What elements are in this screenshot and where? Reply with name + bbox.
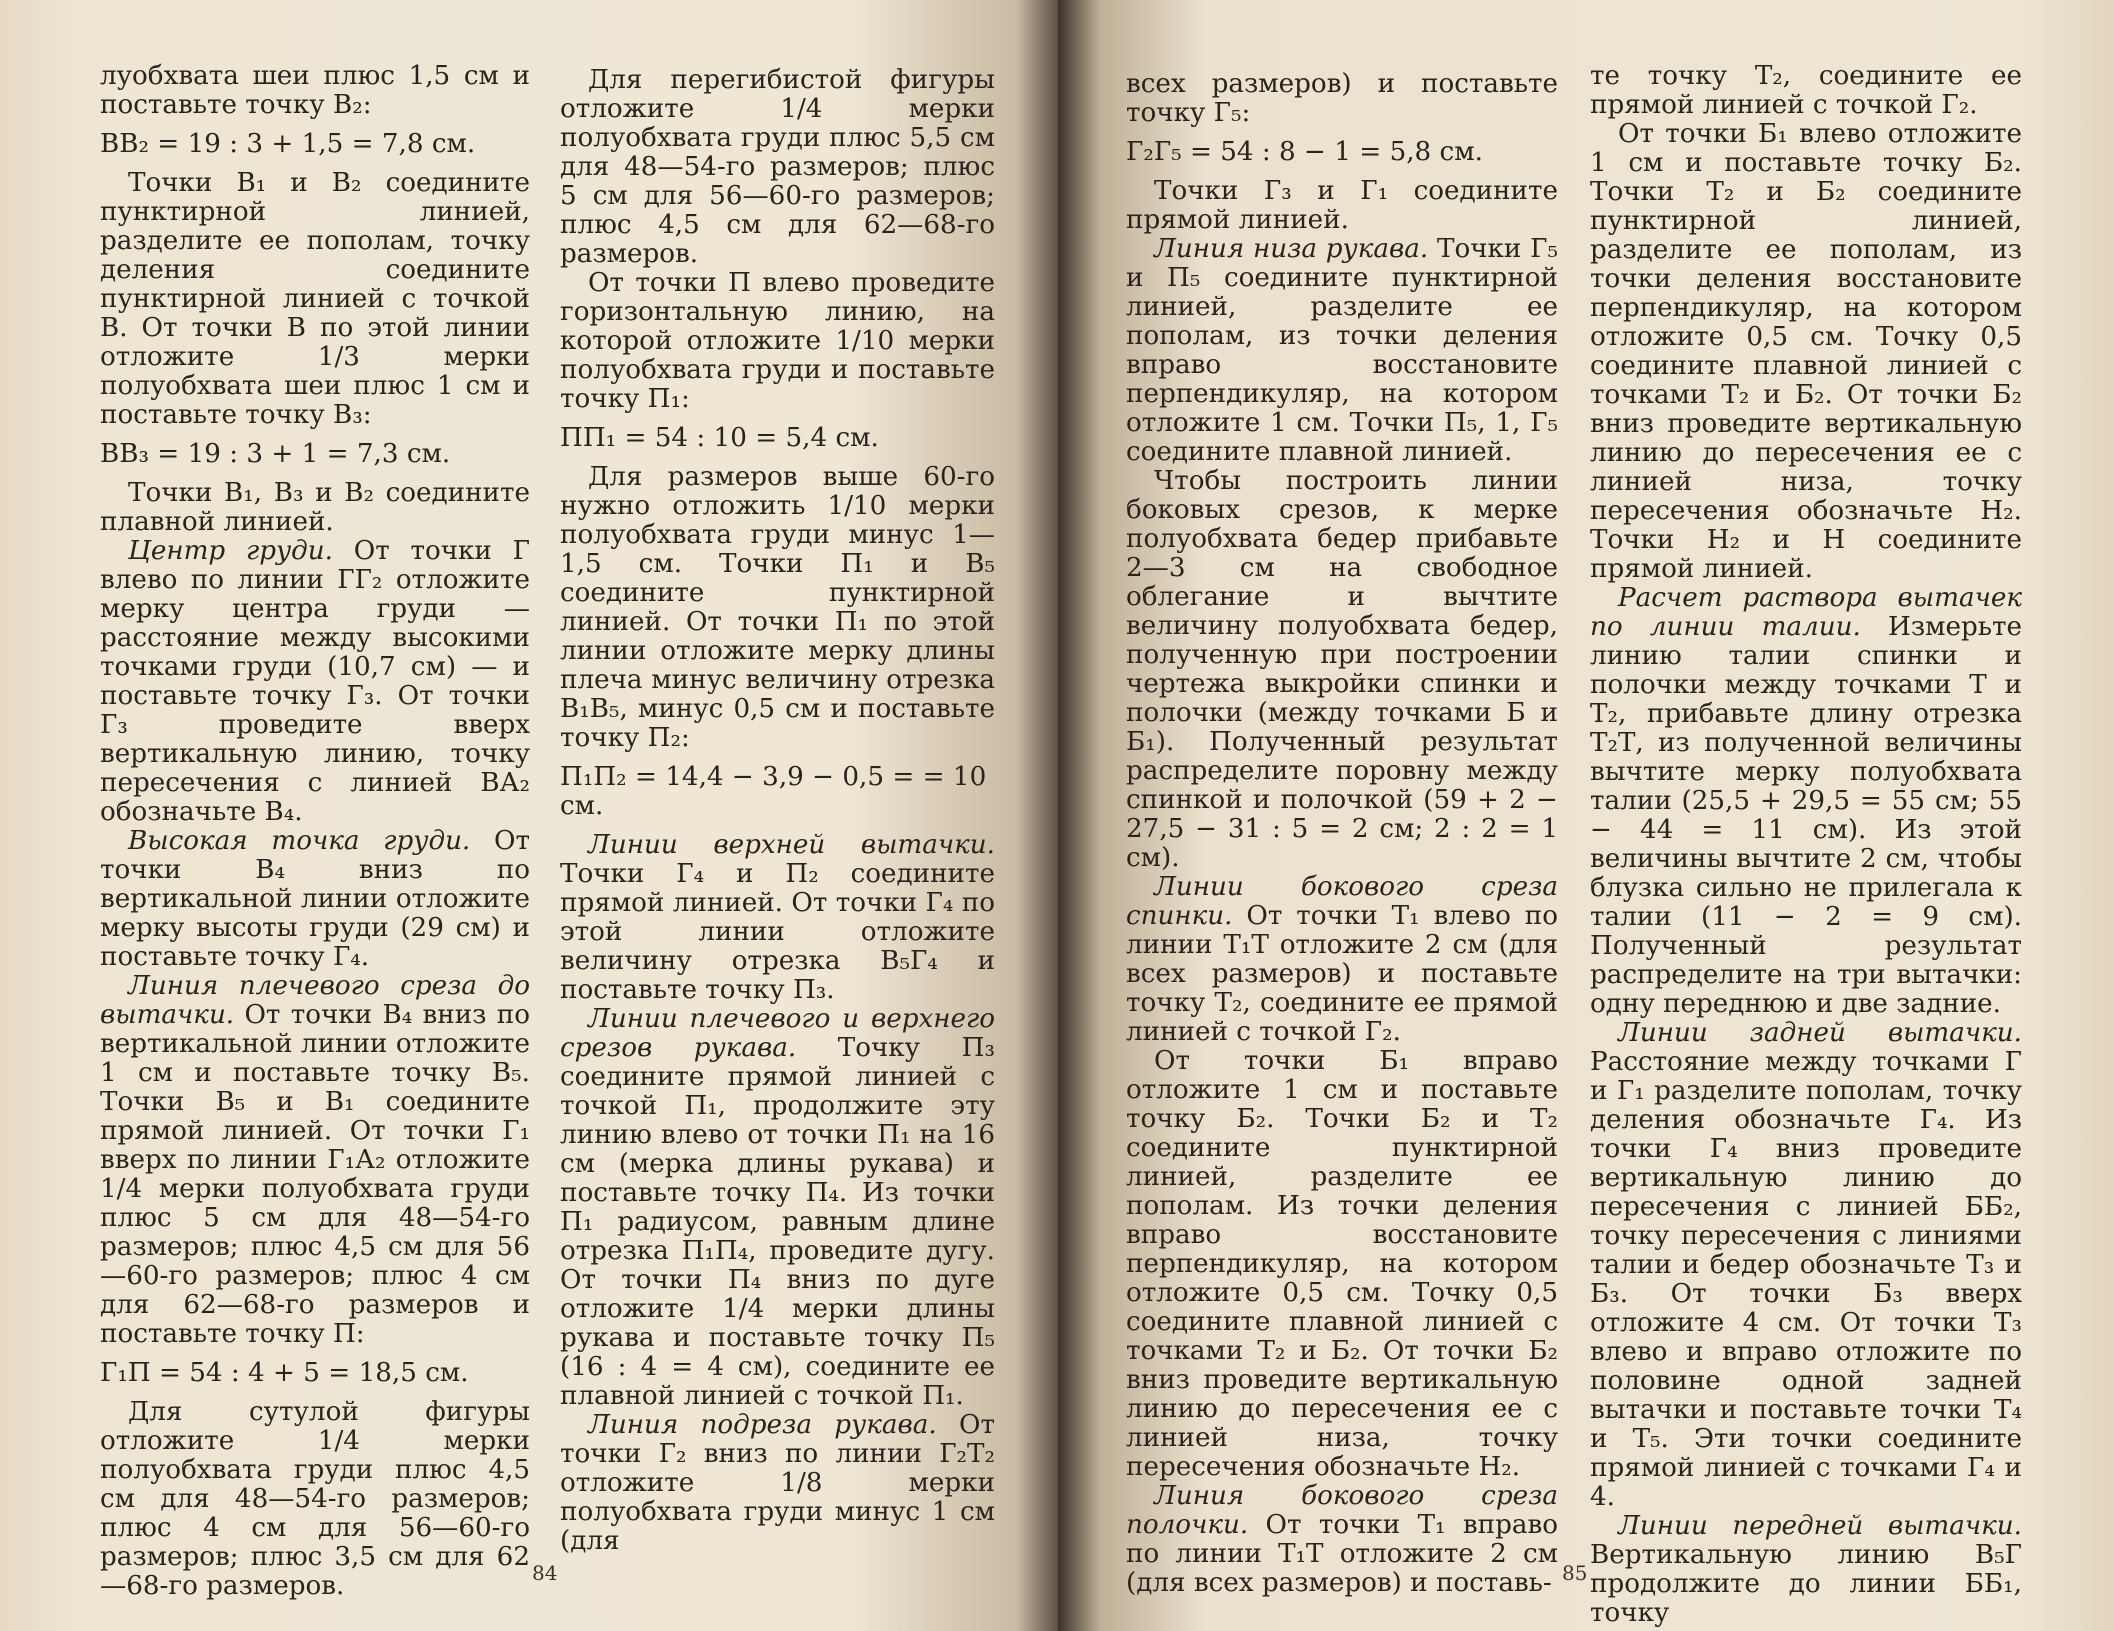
paragraph-text: От точки Г₂ вниз по линии Г₂Т₂ отложите 1/8 мерки полуобхвата груди минус 1 см (для [560, 1410, 996, 1556]
paragraph [1126, 1482, 1558, 1598]
paragraph-text: От точки Т₁ вправо по линии Т₁Т отложите 2 см (для всех размеров) и поставь- [1126, 1510, 1558, 1598]
paragraph: От точки П влево проведите горизонтальную линию, на которой отложите 1/10 мерки полуобхвата груди и поставьте точку П₁: [560, 268, 995, 414]
paragraph: Точки Г₃ и Г₁ соедините прямой линией. [1126, 176, 1558, 235]
paragraph-text: От точки В₄ вниз по вертикальной линии отложите мерку высоты груди (29 см) и поставьте точку Г₄. [100, 826, 530, 972]
paragraph [1126, 873, 1558, 1047]
formula: Г₂Г₅ = 54 : 8 − 1 = 5,8 см. [1126, 137, 1483, 167]
section-heading: Линия низа рукава. [1154, 234, 1429, 264]
right-column-1 [1126, 70, 1558, 1598]
formula: ПП₁ = 54 : 10 = 5,4 см. [560, 423, 879, 453]
paragraph: От точки Б₁ влево отложите 1 см и поставьте точку Б₂. Точки Т₂ и Б₂ соедините пунктирной линией, разделите ее пополам, из точки деления восстановите перпендикуляр, на котором отложите 0,5 см. Точку 0,5 соедините плавной линией с точками Т₂ и Б₂. От точки Б₂ вниз проведите вертикальную линию до пересечения ее с линией низа, точку пересечения обозначьте Н₂. Точки Н₂ и Н соедините прямой линией. [1590, 119, 2022, 584]
paragraph-text: Вертикальную линию В₅Г продолжите до линии ББ₁, точку [1590, 1540, 2022, 1628]
formula: Г₁П = 54 : 4 + 5 = 18,5 см. [100, 1358, 469, 1388]
section-heading: Линии верхней вытачки. [588, 830, 995, 860]
paragraph [560, 1411, 995, 1556]
paragraph-text: Точку П₃ соедините прямой линией с точкой П₁, продолжите эту линию влево от точки П₁ на 16 см (мерка длины рукава) и поставьте точку П₄. Из точки П₁ радиусом, равным длине отрезка П₁П₄, проведите дугу. От точки П₄ вниз по дуге отложите 1/4 мерки длины рукава и поставьте точку П₅ (16 : 4 = 4 см), соедините ее плавной линией с точкой П₁. [560, 1033, 995, 1411]
paragraph: Точки В₁ и В₂ соедините пунктирной линией, разделите ее пополам, точку деления соедините пунктирной линией с точкой В. От точки В по этой линии отложите 1/3 мерки полуобхвата шеи плюс 1 см и поставьте точку В₃: [100, 168, 530, 430]
paragraph-text: Расстояние между точками Г и Г₁ разделите пополам, точку деления обозначьте Г₄. Из точки Г₄ вниз проведите вертикальную линию до пересечения с линией ББ₂, точку пересечения с линиями талии и бедер обозначьте Т₃ и Б₃. От точки Б₃ вверх отложите 4 см. От точки Т₃ влево и вправо отложите по половине одной задней вытачки и поставьте точки Т₄ и Т₅. Эти точки соедините прямой линией с точками Г₄ и 4. [1590, 1047, 2022, 1512]
paragraph-text: От точки В₄ вниз по вертикальной линии отложите 1 см и поставьте точку В₅. Точки В₅ и В₁ соедините прямой линией. От точки Г₁ вверх по линии Г₁А₂ отложите 1/4 мерки полуобхвата груди плюс 5 см для 48—54-го размеров; плюс 4,5 см для 56—60-го размеров; плюс 4 см для 62—68-го размеров и поставьте точку П: [100, 1000, 530, 1349]
section-heading: Линии задней вытачки. [1618, 1018, 2022, 1048]
paragraph-text: От точки Т₁ влево по линии Т₁Т отложите 2 см (для всех размеров) и поставьте точку Т₂, соедините ее прямой линией с точкой Г₂. [1126, 901, 1558, 1047]
paragraph [1590, 1019, 2022, 1512]
formula: П₁П₂ = 14,4 − 3,9 − 0,5 = = 10 см. [560, 762, 987, 821]
left-column-2 [560, 66, 995, 1556]
formula: ВВ₃ = 19 : 3 + 1 = 7,3 см. [100, 439, 451, 469]
page-number-right: 85 [1562, 1561, 1588, 1585]
paragraph [100, 537, 530, 827]
left-column-1 [100, 62, 530, 1601]
paragraph [100, 972, 530, 1349]
section-heading: Линия плечевого среза до вытачки. [100, 971, 530, 1030]
section-heading: Высокая точка груди. [128, 826, 471, 856]
paragraph: От точки Б₁ вправо отложите 1 см и поставьте точку Б₂. Точки Б₂ и Т₂ соедините пунктирной линией, разделите ее пополам. Из точки деления вправо восстановите перпендикуляр, на котором отложите 0,5 см. Точку 0,5 соедините плавной линией с точками Т₂ и Б₂. От точки Б₂ вниз проведите вертикальную линию до пересечения ее с линией низа, точку пересечения обозначьте Н₂. [1126, 1046, 1558, 1482]
paragraph-text: От точки Г влево по линии ГГ₂ отложите мерку центра груди — расстояние между высокими точками груди (10,7 см) — и поставьте точку Г₃. От точки Г₃ проведите вверх вертикальную линию, точку пересечения с линией ВА₂ обозначьте В₄. [100, 536, 530, 827]
paragraph [560, 831, 995, 1005]
paragraph: Для размеров выше 60-го нужно отложить 1/10 мерки полуобхвата груди минус 1—1,5 см. Точки П₁ и В₅ соедините пунктирной линией. От точки П₁ по этой линии отложите мерку длины плеча минус величину отрезка В₁В₅, минус 0,5 см и поставьте точку П₂: [560, 462, 995, 753]
paragraph [1126, 235, 1558, 467]
paragraph-text: Измерьте линию талии спинки и полочки между точками Т и Т₂, прибавьте длину отрезка Т₂Т, из полученной величины вычтите мерку полуобхвата талии (25,5 + 29,5 = 55 см; 55 − 44 = 11 см). Из этой величины вычтите 2 см, чтобы блузка сильно не прилегала к талии (11 − 2 = 9 см). Полученный результат распределите на три вытачки: одну переднюю и две задние. [1590, 612, 2022, 1019]
section-heading: Расчет раствора вытачек по линии талии. [1590, 583, 2022, 642]
paragraph [1590, 1512, 2022, 1628]
section-heading: Центр груди. [128, 536, 333, 566]
page-number-left: 84 [532, 1561, 558, 1585]
section-heading: Линии бокового среза спинки. [1126, 872, 1558, 931]
paragraph [560, 1005, 995, 1411]
paragraph: те точку Т₂, соедините ее прямой линией с точкой Г₂. [1590, 61, 2022, 120]
paragraph: Чтобы построить линии боковых срезов, к мерке полуобхвата бедер прибавьте 2—3 см на свободное облегание и вычтите величину полуобхвата бедер, полученную при построении чертежа выкройки спинки и полочки (между точками Б и Б₁). Полученный результат распределите поровну между спинкой и полочкой (59 + 2 − 27,5 − 31 : 5 = 2 см; 2 : 2 = 1 см). [1126, 466, 1558, 873]
right-column-2 [1590, 62, 2022, 1628]
formula: ВВ₂ = 19 : 3 + 1,5 = 7,8 см. [100, 129, 476, 159]
section-heading: Линия подреза рукава. [588, 1410, 937, 1440]
paragraph: Для сутулой фигуры отложите 1/4 мерки полуобхвата груди плюс 4,5 см для 48—54-го размеров; плюс 4 см для 56—60-го размеров; плюс 3,5 см для 62—68-го размеров. [100, 1397, 530, 1601]
section-heading: Линия бокового среза полочки. [1126, 1481, 1558, 1540]
paragraph-text: Точки Г₄ и П₂ соедините прямой линией. От точки Г₄ по этой линии отложите величину отрезка В₅Г₄ и поставьте точку П₃. [560, 859, 995, 1005]
paragraph: луобхвата шеи плюс 1,5 см и поставьте точку В₂: [100, 61, 530, 120]
section-heading: Линии плечевого и верхнего срезов рукава. [560, 1004, 995, 1063]
paragraph: Для перегибистой фигуры отложите 1/4 мерки полуобхвата груди плюс 5,5 см для 48—54-го размеров; плюс 5 см для 56—60-го размеров; плюс 4,5 см для 62—68-го размеров. [560, 65, 995, 269]
paragraph-text: Точки Г₅ и П₅ соедините пунктирной линией, разделите ее пополам, из точки деления вправо восстановите перпендикуляр, на котором отложите 1 см. Точки П₅, 1, Г₅ соедините плавной линией. [1126, 234, 1559, 467]
paragraph [100, 827, 530, 972]
paragraph: всех размеров) и поставьте точку Г₅: [1126, 69, 1558, 128]
paragraph: Точки В₁, В₃ и В₂ соедините плавной линией. [100, 478, 530, 537]
section-heading: Линии передней вытачки. [1618, 1511, 2022, 1541]
paragraph [1590, 584, 2022, 1019]
